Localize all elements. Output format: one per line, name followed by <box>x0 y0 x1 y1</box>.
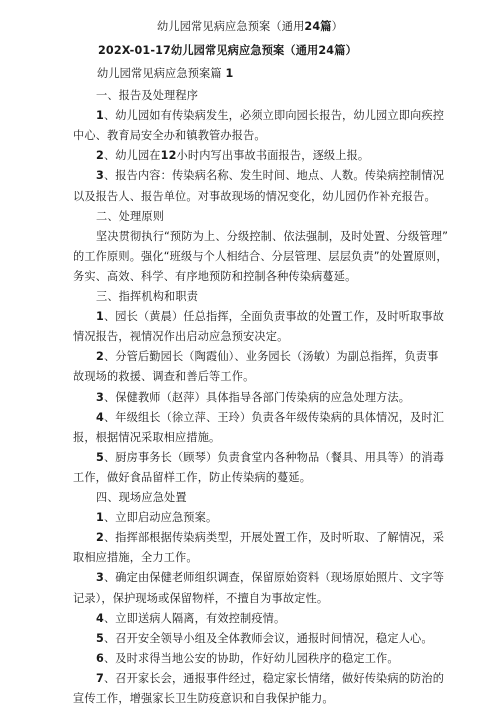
paragraph-line <box>73 129 266 143</box>
article-heading-number: 1 <box>225 67 234 80</box>
line-text: 、立即送病人隔离，有效控制疫情。 <box>103 612 286 625</box>
paragraph-line <box>73 431 220 445</box>
line-text: 、立即启动应急预案。 <box>103 511 218 524</box>
line-text: 、指挥部根据传染病类型，开展处置工作，及时听取、了解情况，采 <box>103 531 445 544</box>
title-suffix: ） <box>331 20 343 33</box>
paragraph-line <box>73 692 334 706</box>
article-heading <box>97 67 233 81</box>
paragraph-line <box>96 290 198 304</box>
numbered-paragraph-line <box>96 531 444 545</box>
line-text: 务实、高效、科学、有序地预防和控制各种传染病蔓延。 <box>73 270 357 283</box>
line-text: 取相应措施，全力工作。 <box>73 551 198 564</box>
item-number: 7 <box>96 672 104 685</box>
item-number: 4 <box>96 612 104 625</box>
line-text: 三、指挥机构和职责 <box>96 290 199 303</box>
line-text: 、厨房事务长（顾琴）负责食堂内各种物品（餐具、用具等）的消毒 <box>103 451 445 464</box>
line-text: 、幼儿园在 <box>103 149 161 162</box>
line-text: 坚决贯彻执行“预防为上、分级控制、依法强制，及时处置、分级管理” <box>96 230 449 243</box>
title-prefix: 幼儿园常见病应急预案（通用 <box>157 20 305 33</box>
line-text: 故现场的救援、调查和善后等工作。 <box>73 370 255 383</box>
paragraph-line <box>73 592 328 606</box>
numbered-paragraph-line <box>96 149 369 163</box>
line-text: 、召开家长会，通报事件经过，稳定家长情绪，做好传染病的防治的 <box>103 672 445 685</box>
item-number: 4 <box>96 411 104 424</box>
paragraph-line <box>96 230 448 244</box>
numbered-paragraph-line <box>96 652 399 666</box>
item-number: 3 <box>96 169 104 182</box>
numbered-paragraph-line <box>96 571 444 585</box>
date-line: 202X-01-17幼儿园常见病应急预案（通用24篇） <box>98 44 357 57</box>
line-text: 、确定由保健老师组织调查，保留原始资料（现场原始照片、文字等 <box>103 571 445 584</box>
item-number: 6 <box>96 652 104 665</box>
paragraph-line <box>96 491 187 505</box>
item-number: 1 <box>96 109 104 122</box>
numbered-paragraph-line <box>96 411 444 425</box>
title-count: 24篇 <box>304 20 332 33</box>
line-text: 四、现场应急处置 <box>96 491 187 504</box>
paragraph-line <box>73 330 288 344</box>
numbered-paragraph-line <box>96 310 444 324</box>
paragraph-line <box>73 270 356 284</box>
paragraph-line <box>96 210 164 224</box>
line-text: 、报告内容：传染病名称、发生时间、地点、人数。传染病控制情况 <box>103 169 445 182</box>
line-text: 一、报告及处理程序 <box>96 89 199 102</box>
numbered-paragraph-line <box>96 391 410 405</box>
line-text: 、及时求得当地公安的协助，作好幼儿园秩序的稳定工作。 <box>103 652 399 665</box>
line-text: 中心、教育局安全办和镇教管办报告。 <box>73 129 266 142</box>
line-text: 、幼儿园如有传染病发生，必须立即向园长报告，幼儿园立即向疾控 <box>103 109 445 122</box>
numbered-paragraph-line <box>96 350 438 364</box>
numbered-paragraph-line <box>96 511 217 525</box>
line-text: 情况报告，视情况作出启动应急预安决定。 <box>73 330 289 343</box>
line-text: 、召开安全领导小组及全体教师会议，通报时间情况，稳定人心。 <box>103 632 433 645</box>
item-number: 1 <box>96 310 104 323</box>
line-text: 宣传工作，增强家长卫生防疫意识和自我保护能力。 <box>73 692 334 705</box>
line-text: 、保健教师（赵萍）具体指导各部门传染病的应急处理方法。 <box>103 391 411 404</box>
numbered-paragraph-line <box>96 632 433 646</box>
article-heading-text: 幼儿园常见病应急预案篇 <box>97 67 222 80</box>
line-text: 、年级组长（徐立萍、王玲）负责各年级传染病的具体情况，及时汇 <box>103 411 445 424</box>
inline-number: 12 <box>160 149 177 162</box>
numbered-paragraph-line <box>96 612 285 626</box>
line-text: 工作，做好食品留样工作，防止传染病的蔓延。 <box>73 471 312 484</box>
item-number: 3 <box>96 391 104 404</box>
line-text-continued: 小时内写出事故书面报告，逐级上报。 <box>176 149 370 162</box>
line-text: 、分管后勤园长（陶霞仙）、业务园长（汤敏）为副总指挥，负责事 <box>103 350 439 363</box>
document-title <box>0 20 500 34</box>
item-number: 1 <box>96 511 104 524</box>
numbered-paragraph-line <box>96 451 444 465</box>
paragraph-line <box>73 370 254 384</box>
line-text: 的工作原则。强化“班级与个人相结合、分层管理、层层负责”的处置原则， <box>73 250 448 263</box>
line-text: 报，根据情况采取相应措施。 <box>73 431 221 444</box>
line-text: 、园长（黄晨）任总指挥，全面负责事故的处置工作，及时听取事故 <box>103 310 445 323</box>
paragraph-line <box>73 551 198 565</box>
line-text: 二、处理原则 <box>96 210 165 223</box>
item-number: 2 <box>96 350 104 363</box>
paragraph-line <box>73 250 448 264</box>
line-text: 记录），保护现场或保留物样，不擅自为事故定性。 <box>73 592 329 605</box>
line-text: 以及报告人、报告单位。对事故现场的情况变化，幼儿园仍作补充报告。 <box>73 190 436 203</box>
item-number: 2 <box>96 149 104 162</box>
item-number: 5 <box>96 632 104 645</box>
paragraph-line <box>73 471 311 485</box>
item-number: 2 <box>96 531 104 544</box>
paragraph-line <box>73 190 436 204</box>
numbered-paragraph-line <box>96 109 444 123</box>
numbered-paragraph-line <box>96 672 444 686</box>
item-number: 3 <box>96 571 104 584</box>
item-number: 5 <box>96 451 104 464</box>
paragraph-line <box>96 89 198 103</box>
numbered-paragraph-line <box>96 169 444 183</box>
